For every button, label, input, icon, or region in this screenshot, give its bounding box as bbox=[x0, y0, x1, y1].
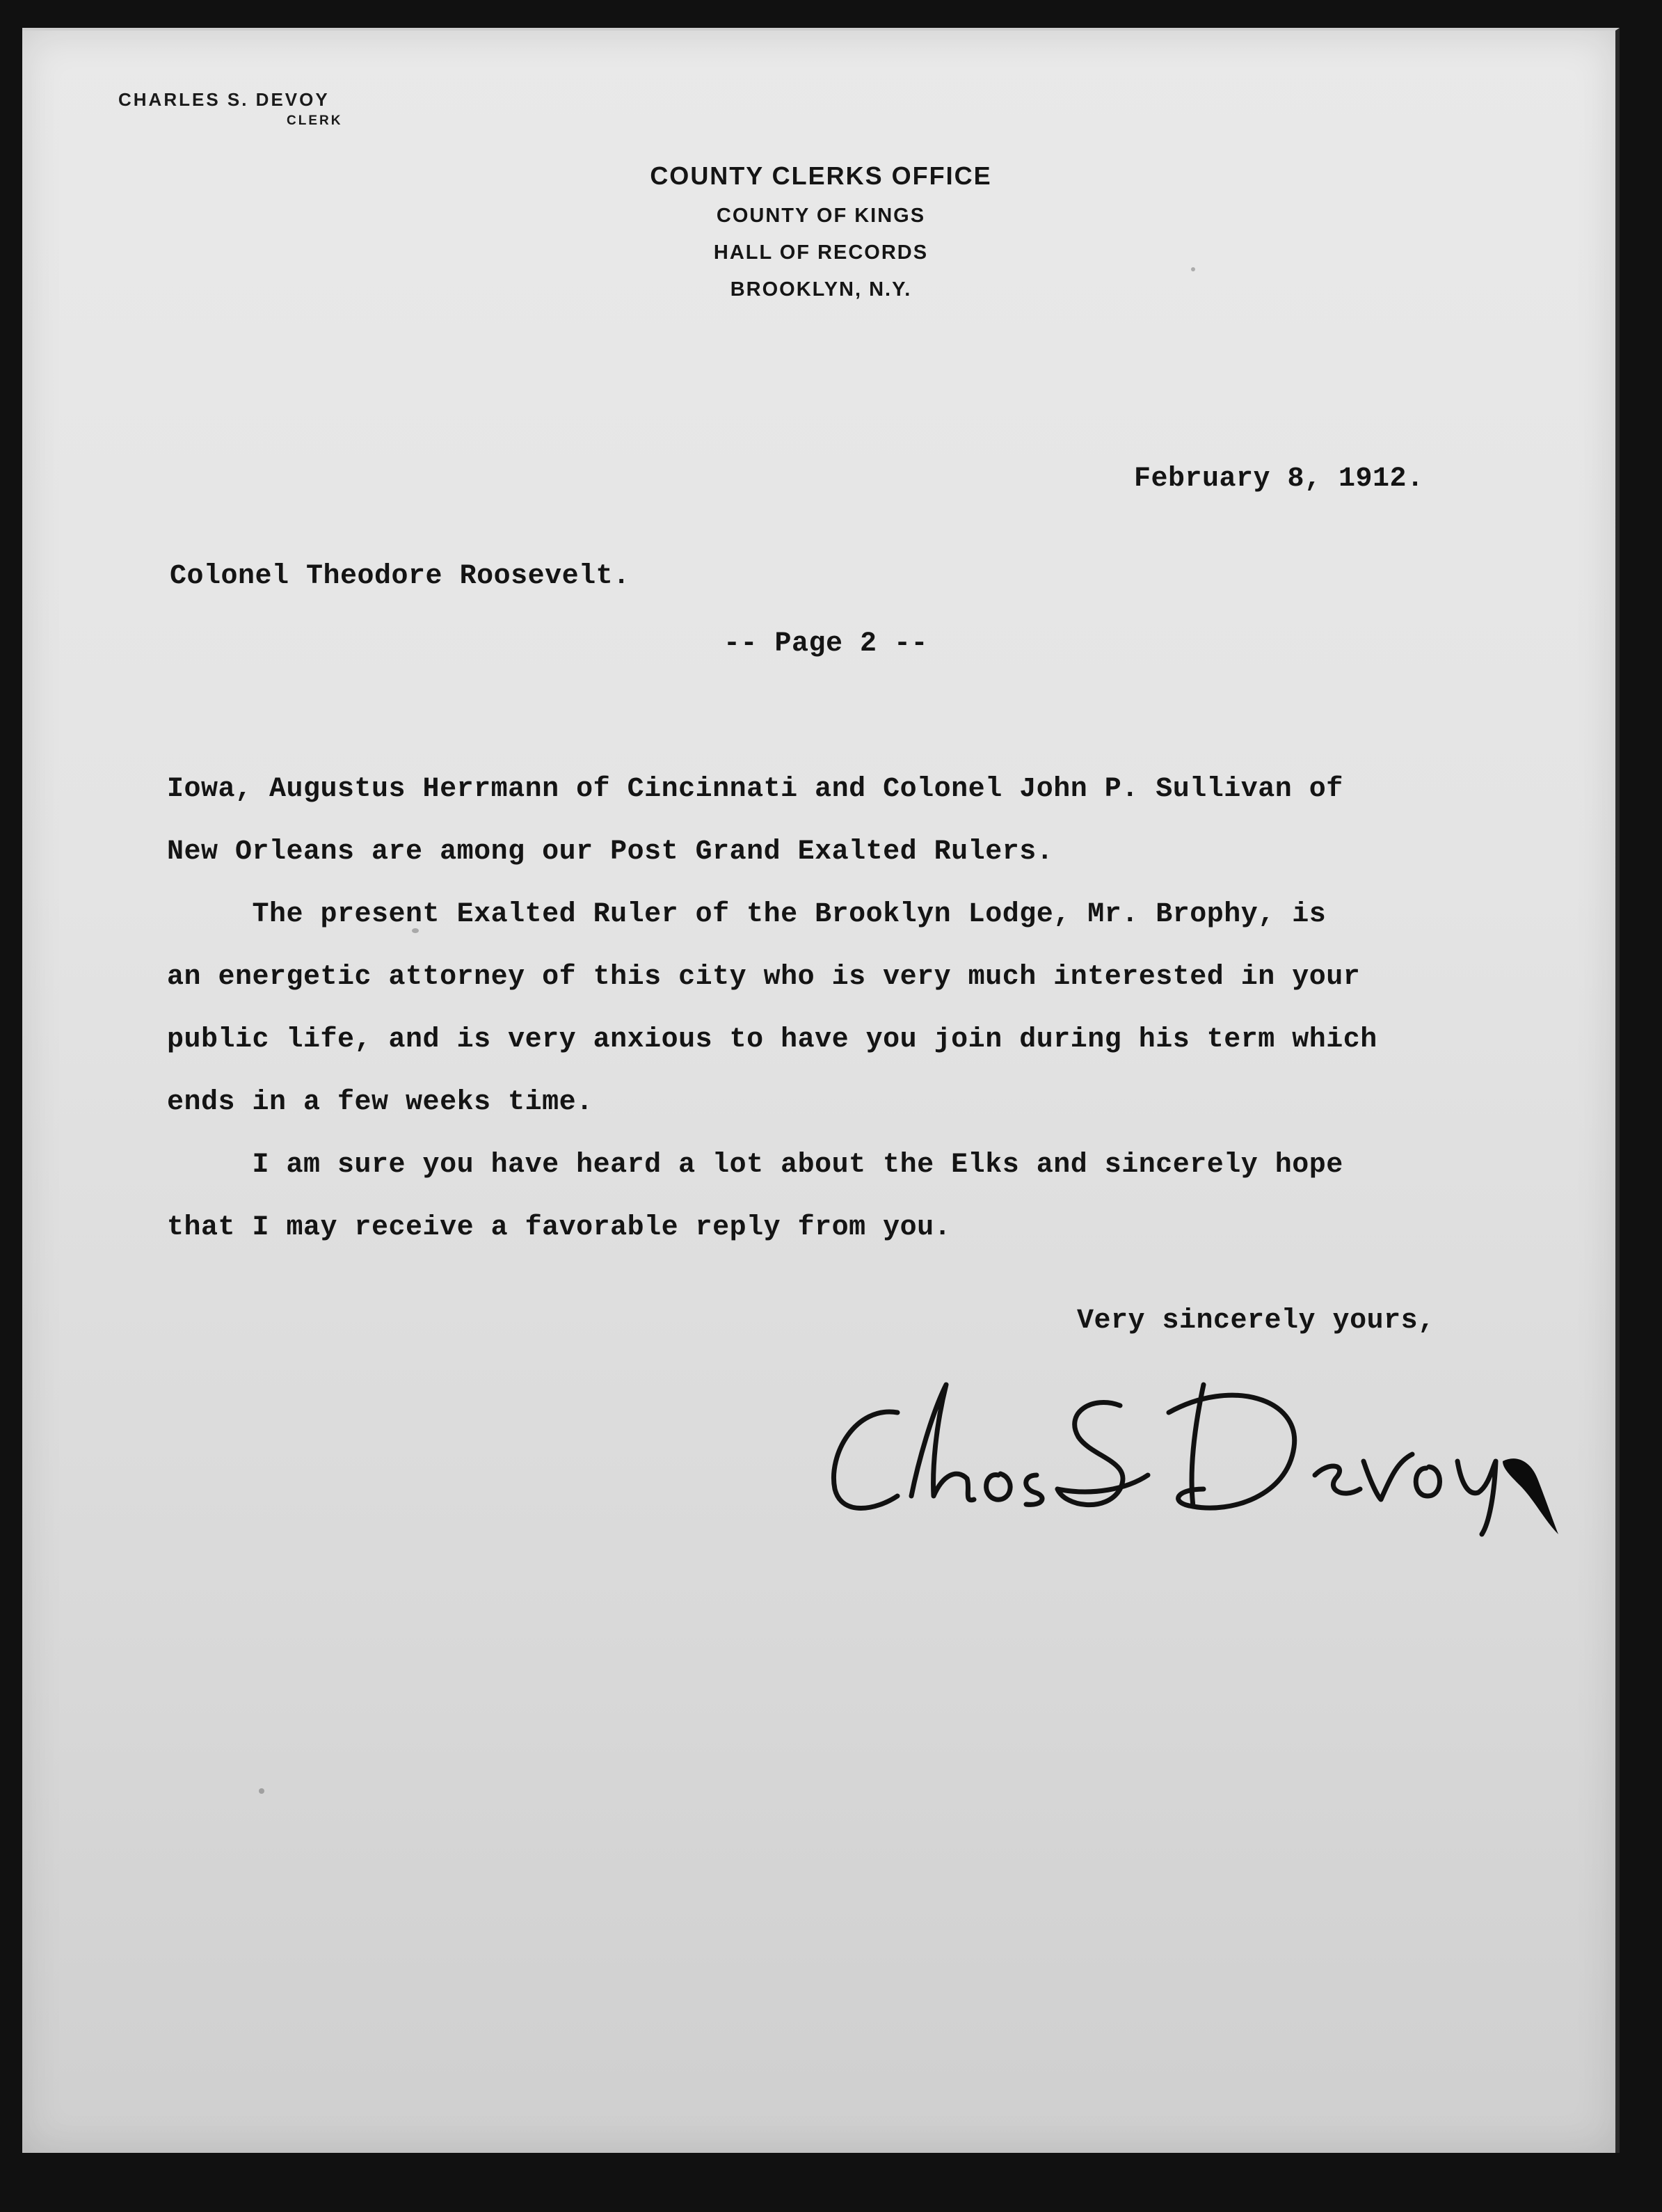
letterhead-clerk bbox=[118, 89, 342, 129]
office-city: BROOKLYN, N.Y. bbox=[730, 278, 912, 301]
office-title: COUNTY CLERKS OFFICE bbox=[650, 161, 992, 190]
clerk-name: CHARLES S. DEVOY bbox=[118, 89, 330, 110]
clerk-title: CLERK bbox=[287, 113, 343, 128]
body-line: The present Exalted Ruler of the Brooklyn Lodge, Mr. Brophy, is bbox=[167, 899, 1327, 930]
office-building: HALL OF RECORDS bbox=[713, 241, 929, 264]
office-county: COUNTY OF KINGS bbox=[716, 205, 926, 227]
body-line: ends in a few weeks time. bbox=[167, 1087, 593, 1118]
body-line: I am sure you have heard a lot about the Elks and sincerely hope bbox=[167, 1149, 1343, 1181]
body-line: an energetic attorney of this city who is very much interested in your bbox=[167, 962, 1361, 993]
body-line: public life, and is very anxious to have you join during his term which bbox=[167, 1024, 1377, 1056]
signature bbox=[814, 1357, 1579, 1538]
body-line: New Orleans are among our Post Grand Exalted Rulers. bbox=[167, 836, 1054, 868]
closing: Very sincerely yours, bbox=[1077, 1305, 1435, 1337]
addressee: Colonel Theodore Roosevelt. bbox=[170, 561, 630, 592]
letterhead-office bbox=[0, 161, 1642, 301]
letter-date: February 8, 1912. bbox=[1134, 463, 1424, 495]
page-marker: -- Page 2 -- bbox=[724, 628, 929, 660]
paper-speck bbox=[259, 1788, 264, 1794]
body-line: that I may receive a favorable reply from you. bbox=[167, 1212, 952, 1243]
body-line: Iowa, Augustus Herrmann of Cincinnati and Colonel John P. Sullivan of bbox=[167, 774, 1343, 805]
letter-body bbox=[167, 758, 1503, 1259]
